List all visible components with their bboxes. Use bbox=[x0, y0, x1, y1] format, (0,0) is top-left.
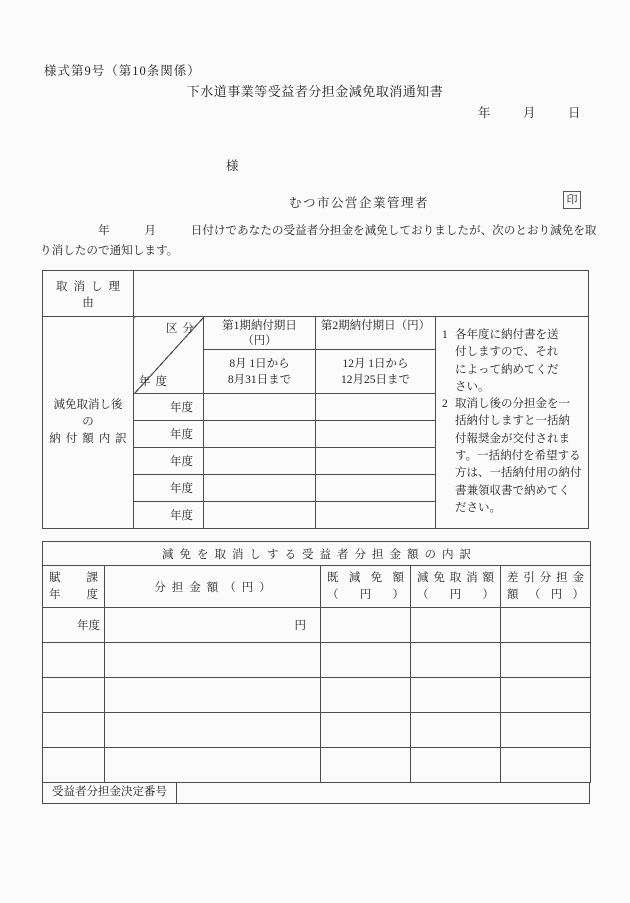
seal-box bbox=[563, 191, 581, 209]
balance-amount-cell[interactable] bbox=[501, 713, 591, 748]
period1-amount-cell[interactable] bbox=[204, 421, 316, 448]
period1-dates: 8月 1日から 8月31日まで bbox=[204, 350, 316, 394]
decision-number-row bbox=[42, 782, 590, 804]
year-label-cell[interactable]: 年度 bbox=[134, 475, 204, 502]
cancelled-amount-cell[interactable] bbox=[411, 608, 501, 643]
year-label-cell[interactable]: 年度 bbox=[134, 502, 204, 529]
exempted-amount-cell[interactable] bbox=[321, 643, 411, 678]
table2-data-row-3 bbox=[43, 678, 591, 713]
period2-amount-cell[interactable] bbox=[316, 502, 436, 529]
cancelled-amount-cell[interactable] bbox=[411, 748, 501, 783]
cancelled-amount-cell[interactable] bbox=[411, 643, 501, 678]
period2-dates: 12月 1日から 12月25日まで bbox=[316, 350, 436, 394]
category-label: 区分 bbox=[166, 323, 199, 335]
cancel-reason-field[interactable] bbox=[134, 271, 589, 317]
fiscal-year-cell[interactable] bbox=[43, 678, 105, 713]
period2-amount-cell[interactable] bbox=[316, 421, 436, 448]
decision-number-label: 受益者分担金決定番号 bbox=[43, 782, 177, 803]
notes-cell bbox=[436, 317, 589, 529]
diagonal-header-cell bbox=[134, 317, 204, 394]
cancel-reason-row bbox=[43, 271, 589, 317]
table2-data-row-4 bbox=[43, 713, 591, 748]
notification-body: 年 月 日付けであなたの受益者分担金を減免しておりましたが、次のとおり減免を取り消したので通知します。 bbox=[40, 224, 597, 257]
period1-header: 第1期納付期日 （円） bbox=[204, 317, 316, 350]
balance-amount-cell[interactable] bbox=[501, 678, 591, 713]
contribution-amount-cell[interactable] bbox=[105, 678, 321, 713]
table2-title-row bbox=[43, 542, 591, 566]
contribution-amount-header: 分担金額（円） bbox=[105, 566, 321, 608]
period2-amount-cell[interactable] bbox=[316, 394, 436, 421]
note-item-2: 2 取消し後の分担金を一 括納付しますと一括納 付報奨金が交付されま す。一括納付を希望する 方は、一括納付用の納付 書兼領収書で納めてく ださい。 bbox=[442, 398, 582, 514]
period1-amount-cell[interactable] bbox=[204, 448, 316, 475]
contribution-amount-cell[interactable]: 円 bbox=[105, 608, 321, 643]
note-item-1: 1 各年度に納付書を送 付しますので、それ によって納めてくだ さい。 bbox=[442, 329, 559, 393]
period1-amount-cell[interactable] bbox=[204, 394, 316, 421]
contribution-amount-cell[interactable] bbox=[105, 713, 321, 748]
cancelled-amount-header: 減 免 取 消 額 （ 円 ） bbox=[411, 566, 501, 608]
breakdown-label-line: の bbox=[82, 416, 94, 428]
period-header-row bbox=[43, 317, 589, 350]
payment-breakdown-table bbox=[42, 270, 589, 529]
form-number: 様式第9号（第10条関係） bbox=[44, 64, 201, 78]
exempted-amount-header: 既 減 免 額 （ 円 ） bbox=[321, 566, 411, 608]
balance-amount-cell[interactable] bbox=[501, 608, 591, 643]
balance-amount-cell[interactable] bbox=[501, 643, 591, 678]
fiscal-year-cell[interactable] bbox=[43, 713, 105, 748]
fiscal-year-header: 賦 課 年 度 bbox=[43, 566, 105, 608]
period2-header: 第2期納付期日（円） bbox=[316, 317, 436, 350]
cancellation-amount-table bbox=[42, 541, 591, 783]
document-title: 下水道事業等受益者分担金減免取消通知書 bbox=[186, 84, 444, 99]
fiscal-year-cell[interactable] bbox=[43, 748, 105, 783]
issue-date-year-label: 年 bbox=[478, 106, 491, 120]
breakdown-label bbox=[43, 317, 134, 529]
table2-data-row-2 bbox=[43, 643, 591, 678]
cancel-reason-label: 取消し理由 bbox=[43, 271, 134, 317]
table2-data-row-1 bbox=[43, 608, 591, 643]
exempted-amount-cell[interactable] bbox=[321, 608, 411, 643]
issue-date-month-label: 月 bbox=[523, 106, 536, 120]
period1-amount-cell[interactable] bbox=[204, 502, 316, 529]
period1-amount-cell[interactable] bbox=[204, 475, 316, 502]
addressee-suffix: 様 bbox=[226, 159, 239, 173]
cancelled-amount-cell[interactable] bbox=[411, 713, 501, 748]
period2-amount-cell[interactable] bbox=[316, 475, 436, 502]
breakdown-label-line: 減免取消し後 bbox=[53, 399, 123, 411]
seal-label: 印 bbox=[566, 194, 578, 206]
issue-date-day-label: 日 bbox=[568, 106, 581, 120]
exempted-amount-cell[interactable] bbox=[321, 713, 411, 748]
decision-number-field[interactable] bbox=[177, 782, 589, 803]
balance-amount-cell[interactable] bbox=[501, 748, 591, 783]
fiscal-year-cell[interactable] bbox=[43, 643, 105, 678]
contribution-amount-cell[interactable] bbox=[105, 643, 321, 678]
table2-header-row bbox=[43, 566, 591, 608]
year-label-cell[interactable]: 年度 bbox=[134, 448, 204, 475]
year-label-cell[interactable]: 年度 bbox=[134, 394, 204, 421]
balance-amount-header: 差引分担金 額 （ 円 ） bbox=[501, 566, 591, 608]
year-label-cell[interactable]: 年度 bbox=[134, 421, 204, 448]
breakdown-label-line: 納付額内訳 bbox=[49, 433, 132, 445]
period2-amount-cell[interactable] bbox=[316, 448, 436, 475]
fiscal-year-cell[interactable]: 年度 bbox=[43, 608, 105, 643]
contribution-amount-cell[interactable] bbox=[105, 748, 321, 783]
fiscal-year-axis-label: 年度 bbox=[139, 376, 172, 388]
table2-data-row-5 bbox=[43, 748, 591, 783]
issuer-name: むつ市公営企業管理者 bbox=[289, 196, 430, 210]
cancelled-amount-cell[interactable] bbox=[411, 678, 501, 713]
exempted-amount-cell[interactable] bbox=[321, 748, 411, 783]
table2-title: 減免を取消しする受益者分担金額の内訳 bbox=[43, 542, 591, 566]
exempted-amount-cell[interactable] bbox=[321, 678, 411, 713]
